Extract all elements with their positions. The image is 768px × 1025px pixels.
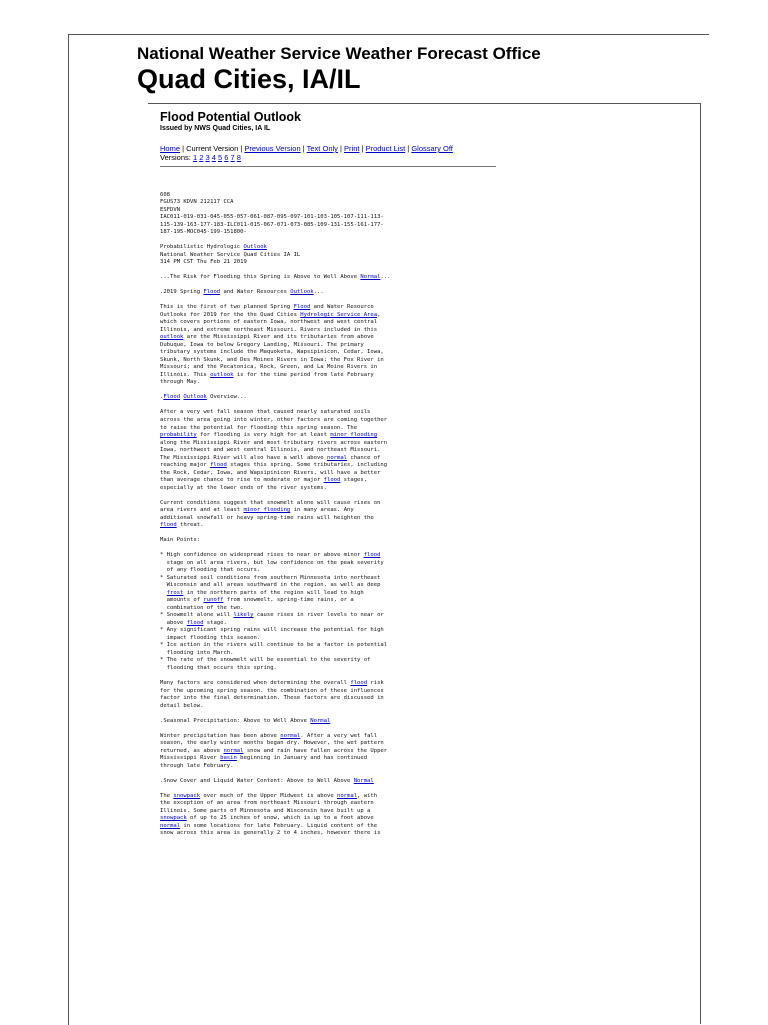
glossary-link[interactable]: Outlook xyxy=(243,244,267,251)
nav-separator: | xyxy=(238,144,245,153)
versions-label: Versions: xyxy=(160,153,193,162)
glossary-link[interactable]: likely xyxy=(233,612,254,619)
glossary-link[interactable]: normal xyxy=(160,822,181,829)
glossary-link[interactable]: flood xyxy=(350,680,368,687)
previous-version-link[interactable]: Previous Version xyxy=(244,144,301,153)
glossary-link[interactable]: normal xyxy=(280,732,301,739)
version-link-6[interactable]: 6 xyxy=(224,153,229,162)
nav-separator: | xyxy=(337,144,345,153)
glossary-link[interactable]: flood xyxy=(160,522,177,529)
current-version-label: Current Version xyxy=(186,144,239,153)
issued-by: Issued by NWS Quad Cities, IA IL xyxy=(160,125,271,132)
glossary-link[interactable]: Outlook xyxy=(290,289,314,296)
glossary-link[interactable]: normal xyxy=(223,747,244,754)
nav-separator: | xyxy=(180,144,187,153)
glossary-link[interactable]: Normal xyxy=(310,717,331,724)
content-panel-right-border xyxy=(700,103,701,1024)
version-link-1[interactable]: 1 xyxy=(192,153,198,162)
product-text: 608 FGUS73 KDVN 212117 CCA ESFDVN IAC011-019-031-045-055-057-061-087-095-097-101-103-105-107-111-113- 115-139-163-177-183-ILC011-015-067-071-073-085-109-131-155-161-177- 187-195-MOC045-199-151800- Probabilistic Hydrologic Outlook National Weather Service Quad Cities IA IL 314 PM CST Thu Feb 21 2019 ...The Risk for Flooding this Spring is Above to Well Above Normal... .2019 Spring Flood and Water Resources Outlook... This is the first of two planned Spring Flood and Water Resource Outlooks for 2019 for the the Quad Cities Hydrologic Service Area, which covers portions of eastern Iowa, northwest and west central Illinois, and extreme northeast Missouri. Rivers included in this outlook are the Mississippi River and its tributaries from above Dubuque, Iowa to below Gregory Landing, Missouri. The primary tributary systems include the Maquoketa, Wapsipinicon, Cedar, Iowa, Skunk, North Skunk, and Des Moines Rivers in Iowa; the Fox River in Missouri; and the Pecatonica, Rock, Green, and La Moine Rivers in Illinois. This outlook is for the time period from late February through May. .Flood Outlook Overview... After a very wet fall season that caused nearly saturated soils across the area going into winter, other factors are coming together to raise the potential for flooding this spring season. The probability for flooding is very high for at least minor flooding along the Mississippi River and most tributary rivers across eastern Iowa, northwest and west central Illinois, and northeast Missouri. The Mississippi River will also have a well above normal chance of reaching major flood stages this spring. Some tributaries, including the Rock, Cedar, Iowa, and Wapsipinicon Rivers, will have a better than average chance to rise to moderate or major flood stages, especially at the lower ends of the river systems. Current conditions suggest that snowmelt alone will cause rises on area rivers and at least minor flooding in many areas. Any additional snowfall or heavy spring-time rains will heighten the flood threat. Main Points: * High confidence on widespread rises to near or above minor flood stage on all area rivers, but low confidence on the peak severity of any flooding that occurs. * Saturated soil conditions from southern Minnesota into northeast Wisconsin and all areas southward in the region, as well as deep frost in the northern parts of the region will lead to high amounts of runoff from snowmelt, spring-time rains, or a combination of the two. * Snowmelt alone will likely cause rises in river levels to near or above flood stage. * Any significant spring rains will increase the potential for high impact flooding this season. * Ice action in the rivers will continue to be a factor in potential flooding into March. * The rate of the snowmelt will be essential to the severity of flooding that occurs this spring. Many factors are considered when determining the overall flood risk for the upcoming spring season. the combination of these influences factor into the final determination. These factors are discussed in detail below. .Seasonal Precipitation: Above to Well Above Normal Winter precipitation has been above normal. After a very wet fall season, the early winter months began dry. However, the wet pattern returned, as above normal snow and rain have fallen across the Upper Mississippi River basin beginning in January and has continued through late February. .Snow Cover and Liquid Water Content: Above to Well Above Normal The snowpack over much of the Upper Midwest is above normal, with the exception of an area from northeast Missouri through eastern Illinois. Some parts of Minnesota and Wisconsin have built up a snowpack of up to 25 inches of snow, which is up to a foot above normal in some locations for late February. Liquid content of the snow across this area is generally 2 to 4 inches, however there is xyxy=(160,191,391,837)
version-link-2[interactable]: 2 xyxy=(199,153,204,162)
glossary-link[interactable]: Outlook xyxy=(183,394,207,401)
product-title: Flood Potential Outlook xyxy=(160,110,301,124)
nav-separator: | xyxy=(405,144,412,153)
product-nav xyxy=(160,144,453,153)
content-panel-top-border xyxy=(148,103,701,104)
glossary-link[interactable]: runoff xyxy=(203,597,224,604)
glossary-link[interactable]: flood xyxy=(186,619,204,626)
glossary-link[interactable]: normal xyxy=(326,454,348,461)
glossary-link[interactable]: outlook xyxy=(160,334,184,341)
print-link[interactable]: Print xyxy=(344,144,360,153)
glossary-link[interactable]: probability xyxy=(160,432,197,439)
version-link-7[interactable]: 7 xyxy=(230,153,235,162)
glossary-link[interactable]: basin xyxy=(220,755,237,762)
version-link-3[interactable]: 3 xyxy=(205,153,210,162)
glossary-link[interactable]: Hydrologic Service Area xyxy=(300,311,378,318)
glossary-link[interactable]: snowpack xyxy=(173,792,201,799)
glossary-link[interactable]: Normal xyxy=(353,777,374,784)
glossary-link[interactable]: normal xyxy=(337,792,358,799)
office-name-title: Quad Cities, IA/IL xyxy=(137,64,361,94)
glossary-link[interactable]: minor flooding xyxy=(243,507,291,514)
glossary-link[interactable]: flood xyxy=(323,477,341,484)
header-divider xyxy=(160,166,496,167)
glossary-link[interactable]: snowpack xyxy=(160,815,187,822)
version-link-5[interactable]: 5 xyxy=(218,153,223,162)
glossary-link[interactable]: Flood xyxy=(293,304,311,311)
glossary-off-link[interactable]: Glossary Off xyxy=(411,144,453,153)
text-only-link[interactable]: Text Only xyxy=(306,144,338,153)
home-link[interactable]: Home xyxy=(160,144,181,153)
version-link-8[interactable]: 8 xyxy=(236,153,241,162)
glossary-link[interactable]: minor flooding xyxy=(330,432,378,439)
version-link-4[interactable]: 4 xyxy=(211,153,216,162)
office-header: National Weather Service Weather Forecast Office xyxy=(137,44,541,63)
version-list xyxy=(160,153,241,162)
version-links xyxy=(193,153,241,162)
glossary-link[interactable]: outlook xyxy=(210,371,234,378)
nav-separator: | xyxy=(300,144,307,153)
nav-separator: | xyxy=(359,144,366,153)
glossary-link[interactable]: flood xyxy=(210,462,227,469)
glossary-link[interactable]: frost xyxy=(166,589,184,596)
glossary-link[interactable]: Flood xyxy=(203,289,221,296)
product-list-link[interactable]: Product List xyxy=(365,144,406,153)
glossary-link[interactable]: Normal xyxy=(360,274,381,281)
glossary-link[interactable]: flood xyxy=(363,552,381,559)
glossary-link[interactable]: Flood xyxy=(163,394,181,401)
